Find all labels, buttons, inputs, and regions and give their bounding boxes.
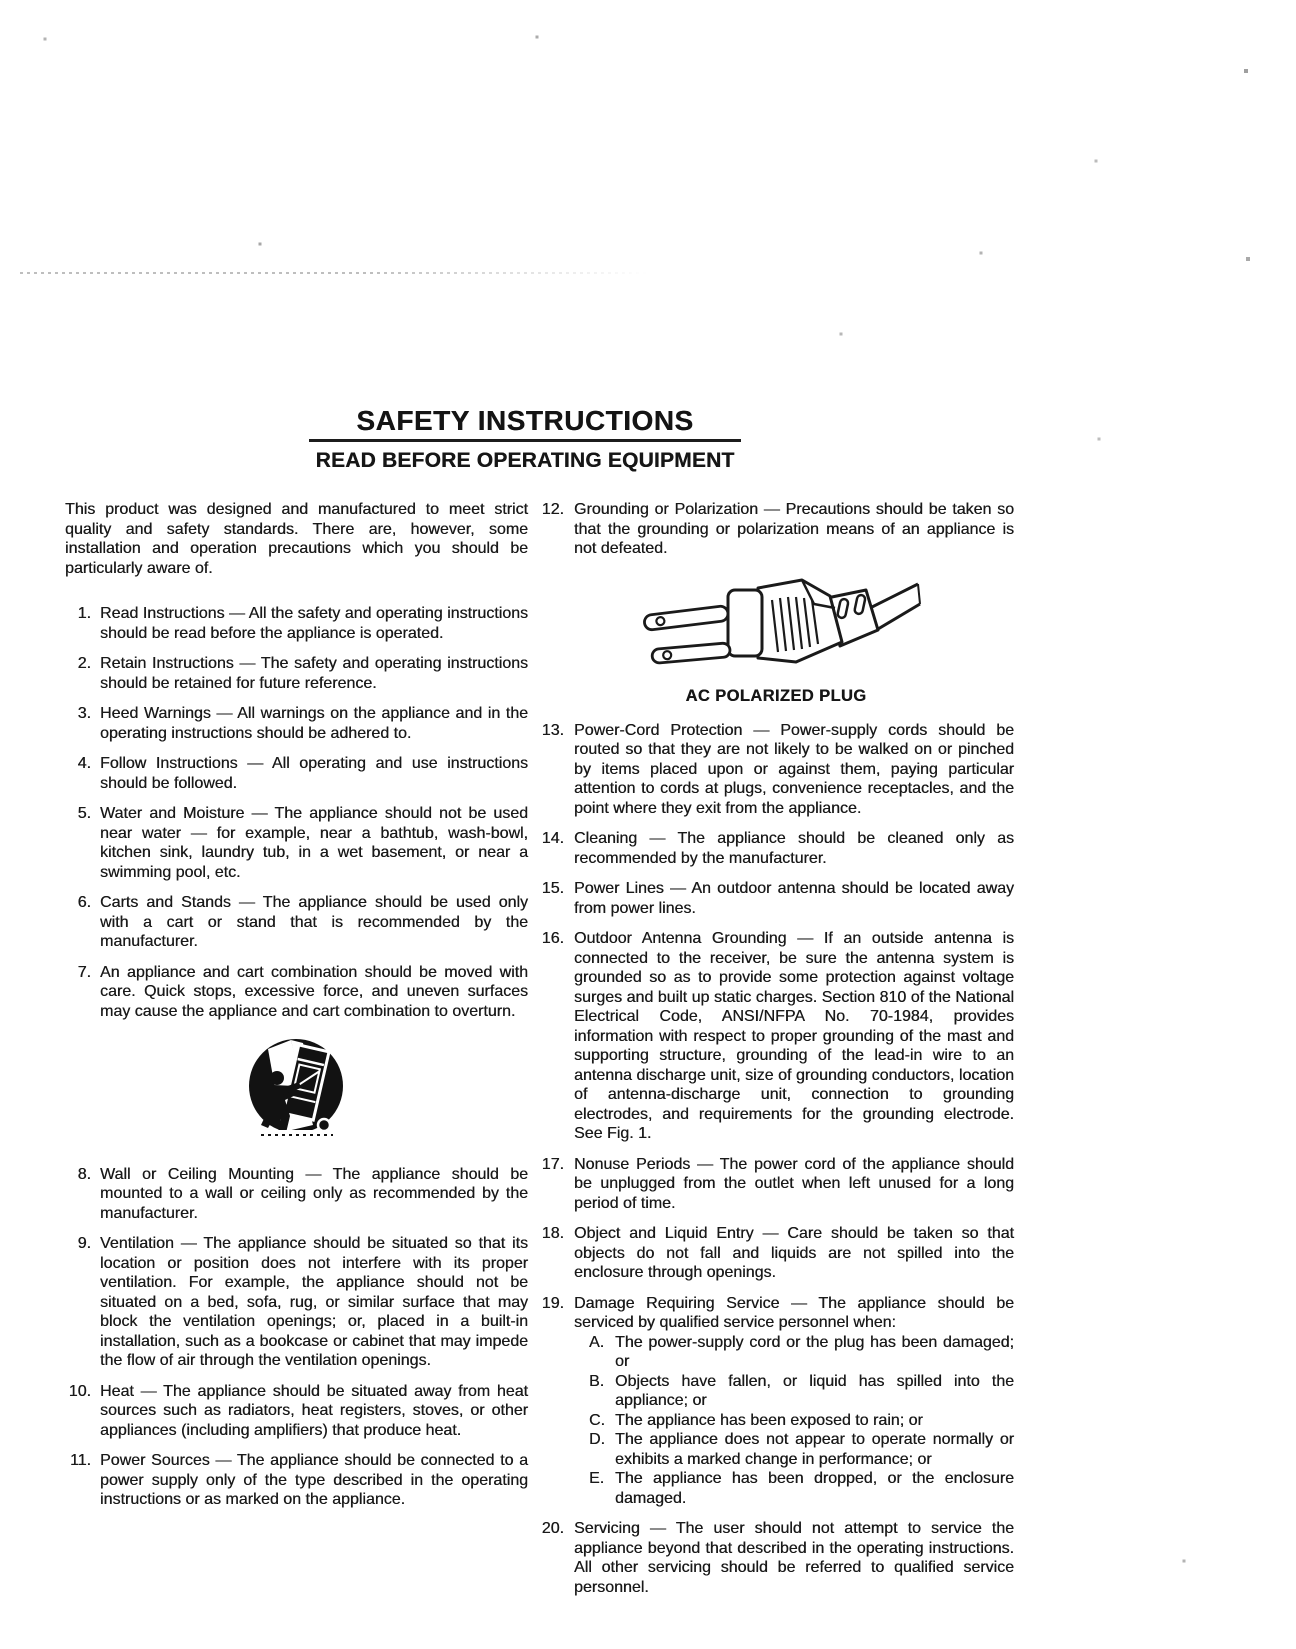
item-number: 10. bbox=[68, 1382, 91, 1400]
sub-item-c bbox=[574, 1411, 1014, 1431]
item-text: Power Sources — The appliance should be connected to a power supply only of the type described in the operating instructions or as marked on the appliance. bbox=[100, 1452, 528, 1508]
sub-item-text: The appliance has been exposed to rain; or bbox=[615, 1411, 923, 1429]
item-number: 19. bbox=[541, 1294, 564, 1312]
page-subtitle: READ BEFORE OPERATING EQUIPMENT bbox=[315, 449, 735, 472]
sub-item-letter: C. bbox=[589, 1411, 605, 1429]
sub-item-a bbox=[574, 1333, 1014, 1372]
item-lead-text: Damage Requiring Service — The appliance should be serviced by qualified service personnel when: bbox=[574, 1294, 1014, 1331]
safety-item-17 bbox=[538, 1155, 1014, 1214]
item-number: 18. bbox=[541, 1225, 564, 1242]
safety-item-14 bbox=[538, 829, 1014, 868]
item-text: Water and Moisture — The appliance should not be used near water — for example, near a bathtub, wash-bowl, kitchen sink, laundry tub, in a wet basement, or near a swimming pool, etc. bbox=[100, 805, 528, 881]
item-number: 8. bbox=[77, 1165, 91, 1183]
item-number: 13. bbox=[541, 721, 564, 739]
safety-item-15 bbox=[538, 879, 1014, 918]
ac-polarized-plug-figure bbox=[538, 570, 1014, 707]
title-underline bbox=[309, 439, 741, 442]
item-number: 16. bbox=[541, 930, 564, 947]
item-number: 17. bbox=[541, 1155, 564, 1173]
item-number: 3. bbox=[77, 705, 91, 722]
sub-item-d bbox=[574, 1430, 1014, 1469]
item-text: Follow Instructions — All operating and use instructions should be followed. bbox=[100, 755, 528, 792]
item-text: Power-Cord Protection — Power-supply cords should be routed so that they are not likely to be walked on or pinched by items placed upon or against them, paying particular attention to cords at plugs, convenience receptacles, and the point where they exit from the appliance. bbox=[574, 721, 1014, 817]
item-number: 6. bbox=[77, 894, 91, 911]
ac-plug-illustration bbox=[630, 570, 922, 674]
sub-item-text: The power-supply cord or the plug has been damaged; or bbox=[615, 1333, 1014, 1370]
item-text: Cleaning — The appliance should be cleaned only as recommended by the manufacturer. bbox=[574, 830, 1014, 867]
item-text: Ventilation — The appliance should be situated so that its location or position does not interfere with its proper ventilation. For example, the appliance should not be situated on a bed, sofa, rug, or similar surface that may block the ventilation openings; or, placed in a built-in installation, such as a bookcase or cabinet that may impede the flow of air through the ventilation openings. bbox=[100, 1235, 528, 1369]
sub-item-b bbox=[574, 1372, 1014, 1411]
safety-item-4 bbox=[65, 754, 528, 793]
intro-paragraph: This product was designed and manufactured to meet strict quality and safety standards. There are, however, some installation and operation precautions which you should be particularly aware of. bbox=[65, 501, 528, 577]
sub-item-text: Objects have fallen, or liquid has spilled into the appliance; or bbox=[615, 1372, 1014, 1409]
item-text: Heat — The appliance should be situated away from heat sources such as radiators, heat registers, stoves, or other appliances (including amplifiers) that produce heat. bbox=[100, 1382, 528, 1439]
item-text: An appliance and cart combination should be moved with care. Quick stops, excessive force, and uneven surfaces may cause the appliance and cart combination to overturn. bbox=[100, 963, 528, 1020]
item-number: 12. bbox=[541, 501, 564, 518]
sub-item-letter: B. bbox=[589, 1372, 605, 1390]
item-number: 4. bbox=[77, 755, 91, 772]
safety-item-2 bbox=[65, 654, 528, 693]
scan-artifact-line bbox=[20, 272, 660, 274]
item-number: 7. bbox=[77, 963, 91, 981]
item-number: 9. bbox=[77, 1235, 91, 1252]
left-column bbox=[65, 500, 528, 1608]
sub-item-letter: D. bbox=[589, 1431, 605, 1448]
scan-specks bbox=[0, 0, 2, 2]
item-number: 1. bbox=[77, 605, 91, 622]
safety-item-6 bbox=[65, 893, 528, 952]
cart-tip-warning-figure bbox=[65, 1037, 528, 1145]
plug-figure-caption: AC POLARIZED PLUG bbox=[685, 687, 867, 705]
sub-item-letter: E. bbox=[589, 1470, 605, 1487]
item-text: Heed Warnings — All warnings on the appliance and in the operating instructions should be adhered to. bbox=[100, 705, 528, 742]
safety-item-13 bbox=[538, 721, 1014, 819]
safety-item-3 bbox=[65, 704, 528, 743]
item-text: Read Instructions — All the safety and operating instructions should be read before the appliance is operated. bbox=[100, 605, 528, 642]
item-text bbox=[574, 1294, 1014, 1509]
item-number: 5. bbox=[77, 805, 91, 822]
safety-item-12 bbox=[538, 500, 1014, 559]
safety-item-11 bbox=[65, 1451, 528, 1510]
safety-item-8 bbox=[65, 1165, 528, 1224]
item-text: Power Lines — An outdoor antenna should be located away from power lines. bbox=[574, 880, 1014, 917]
item-text: Carts and Stands — The appliance should be used only with a cart or stand that is recommended by the manufacturer. bbox=[100, 894, 528, 950]
item-number: 15. bbox=[541, 880, 564, 897]
sub-item-e bbox=[574, 1469, 1014, 1508]
title-block bbox=[65, 406, 985, 473]
item-text: Grounding or Polarization — Precautions should be taken so that the grounding or polarization means of an appliance is not defeated. bbox=[574, 501, 1014, 557]
safety-item-18 bbox=[538, 1224, 1014, 1283]
safety-item-9 bbox=[65, 1234, 528, 1371]
item-number: 20. bbox=[541, 1520, 564, 1537]
item-text: Retain Instructions — The safety and operating instructions should be retained for future reference. bbox=[100, 655, 528, 692]
right-column bbox=[538, 500, 1014, 1608]
item-number: 2. bbox=[77, 655, 91, 672]
item-text: Outdoor Antenna Grounding — If an outside antenna is connected to the receiver, be sure the antenna system is grounded so as to provide some protection against voltage surges and built up static charges. Section 810 of the National Electrical Code, ANSI/NFPA No. 70-1984, provides information with respect to proper grounding of the mast and supporting structure, grounding of the lead-in wire to an antenna discharge unit, size of grounding conductors, location of antenna-discharge unit, connection to grounding electrodes, and requirements for the grounding electrode. See Fig. 1. bbox=[574, 930, 1014, 1142]
sub-item-letter: A. bbox=[589, 1333, 605, 1351]
safety-item-19 bbox=[538, 1294, 1014, 1509]
safety-item-10 bbox=[65, 1382, 528, 1441]
item-number: 14. bbox=[541, 830, 564, 847]
safety-item-1 bbox=[65, 604, 528, 643]
item-text: Nonuse Periods — The power cord of the appliance should be unplugged from the outlet when left unused for a long period of time. bbox=[574, 1155, 1014, 1212]
safety-item-5 bbox=[65, 804, 528, 882]
sub-item-text: The appliance does not appear to operate normally or exhibits a marked change in performance; or bbox=[615, 1431, 1014, 1468]
safety-item-20 bbox=[538, 1519, 1014, 1597]
safety-item-7 bbox=[65, 963, 528, 1022]
item-number: 11. bbox=[69, 1452, 91, 1469]
sub-item-text: The appliance has been dropped, or the enclosure damaged. bbox=[615, 1470, 1014, 1507]
cart-tip-warning-icon bbox=[241, 1037, 353, 1139]
item-text: Servicing — The user should not attempt to service the appliance beyond that described in the operating instructions. All other servicing should be referred to qualified service personnel. bbox=[574, 1520, 1014, 1596]
two-column-body bbox=[65, 500, 1014, 1608]
item-text: Wall or Ceiling Mounting — The appliance should be mounted to a wall or ceiling only as recommended by the manufacturer. bbox=[100, 1165, 528, 1222]
safety-item-16 bbox=[538, 929, 1014, 1144]
page-title: SAFETY INSTRUCTIONS bbox=[356, 405, 694, 436]
item-text: Object and Liquid Entry — Care should be taken so that objects do not fall and liquids are not spilled into the enclosure through openings. bbox=[574, 1225, 1014, 1281]
